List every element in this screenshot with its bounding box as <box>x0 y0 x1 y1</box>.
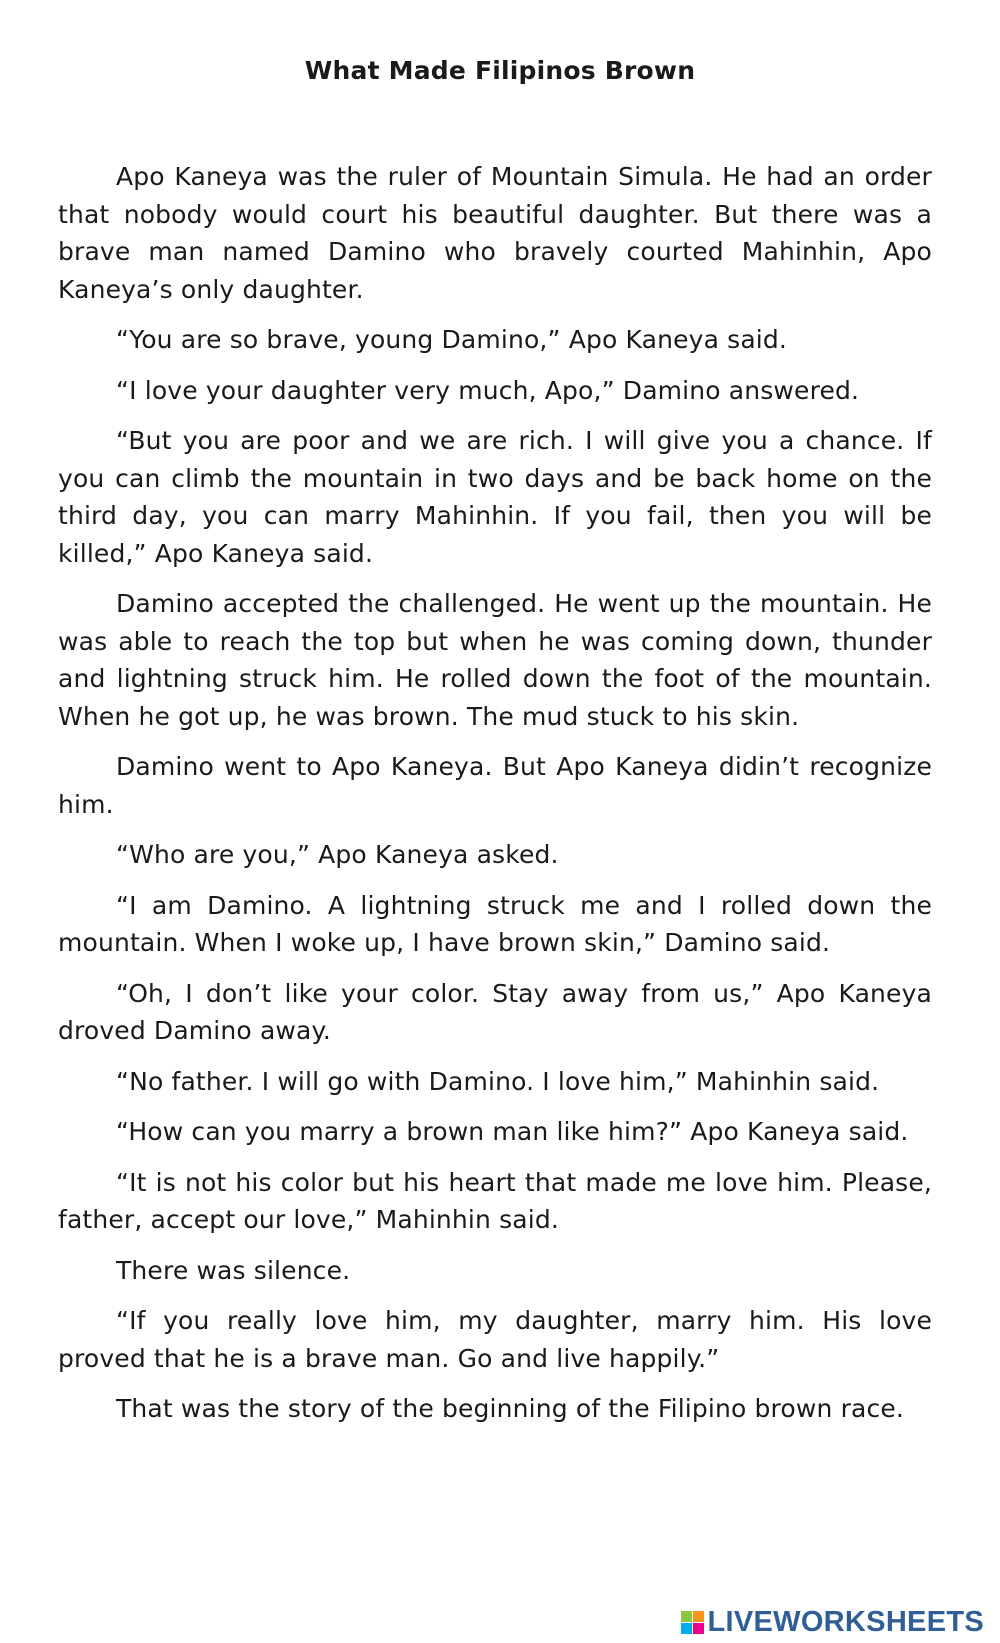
paragraph: Damino went to Apo Kaneya. But Apo Kaneya didin’t recognize him. <box>58 752 932 819</box>
paragraph: That was the story of the beginning of the Filipino brown race. <box>116 1394 904 1423</box>
paragraph: “But you are poor and we are rich. I will give you a chance. If you can climb the mountain in two days and be back home on the third day, you can marry Mahinhin. If you fail, then you will be killed,” Apo Kaneya said. <box>58 426 932 568</box>
paragraph: “How can you marry a brown man like him?” Apo Kaneya said. <box>116 1117 909 1146</box>
paragraph: There was silence. <box>116 1255 351 1285</box>
paragraph: Damino accepted the challenged. He went up the mountain. He was able to reach the top but when he was coming down, thunder and lightning struck him. He rolled down the foot of the mountain. When he got up, he was brown. The mud stuck to his skin. <box>58 589 932 731</box>
logo-cell <box>681 1611 692 1622</box>
story-body <box>58 158 932 1441</box>
logo-cell <box>693 1611 704 1622</box>
liveworksheets-logo-icon <box>681 1611 704 1634</box>
paragraph: “If you really love him, my daughter, marry him. His love proved that he is a brave man. Go and live happily.” <box>58 1306 932 1373</box>
logo-cell <box>681 1623 692 1634</box>
paragraph: “I love your daughter very much, Apo,” Damino answered. <box>116 375 860 405</box>
paragraph: Apo Kaneya was the ruler of Mountain Simula. He had an order that nobody would court his beautiful daughter. But there was a brave man named Damino who bravely courted Mahinhin, Apo Kaneya’s only daughter. <box>58 162 932 304</box>
paragraph: “Who are you,” Apo Kaneya asked. <box>116 840 559 869</box>
story-title: What Made Filipinos Brown <box>304 56 696 85</box>
paragraph: “It is not his color but his heart that made me love him. Please, father, accept our love,” Mahinhin said. <box>58 1167 932 1234</box>
liveworksheets-watermark[interactable] <box>681 1606 985 1639</box>
paragraph: “No father. I will go with Damino. I love him,” Mahinhin said. <box>116 1066 880 1096</box>
paragraph: “Oh, I don’t like your color. Stay away from us,” Apo Kaneya droved Damino away. <box>58 978 932 1045</box>
logo-cell <box>693 1623 704 1634</box>
paragraph: “You are so brave, young Damino,” Apo Kaneya said. <box>116 325 788 354</box>
paragraph: “I am Damino. A lightning struck me and I rolled down the mountain. When I woke up, I have brown skin,” Damino said. <box>58 890 932 957</box>
brand-name: LIVEWORKSHEETS <box>707 1606 984 1638</box>
